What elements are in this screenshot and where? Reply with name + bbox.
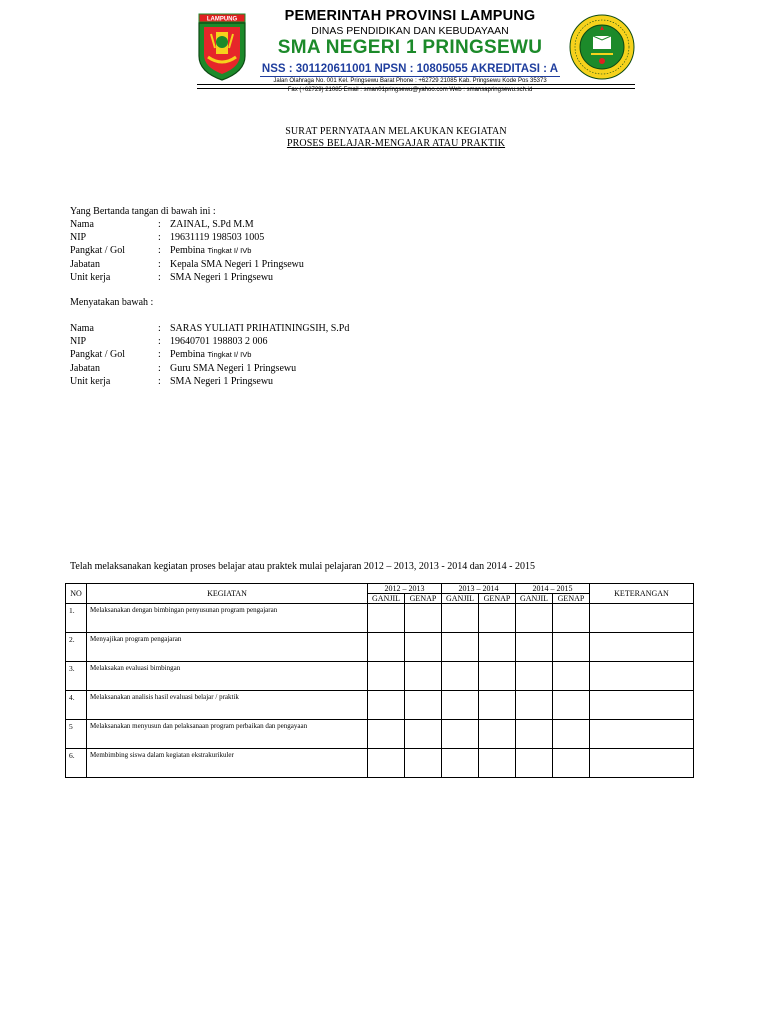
semester-cell xyxy=(553,662,590,691)
school-address: Jalan Olahraga No. 001 Kel. Pringsewu Barat Phone : +62729 21085 Kab. Pringsewu Kode Pos 35373 xyxy=(273,78,547,84)
signer-position: Kepala SMA Negeri 1 Pringsewu xyxy=(170,259,304,270)
header-even: GENAP xyxy=(479,594,516,604)
header-activity: KEGIATAN xyxy=(87,584,368,604)
semester-cell xyxy=(516,691,553,720)
semester-cell xyxy=(479,662,516,691)
notes-cell xyxy=(590,633,694,662)
header-no: NO xyxy=(66,584,87,604)
row-number: 5 xyxy=(66,720,87,749)
semester-cell xyxy=(553,691,590,720)
field-separator: : xyxy=(158,232,161,243)
school-seal-icon xyxy=(569,14,635,80)
row-number: 1. xyxy=(66,604,87,633)
field-separator: : xyxy=(158,349,161,360)
table-row xyxy=(66,604,694,633)
table-row xyxy=(66,749,694,778)
semester-cell xyxy=(479,633,516,662)
row-activity: Melaksakan evaluasi bimbingan xyxy=(87,662,368,691)
semester-cell xyxy=(368,749,405,778)
semester-cell xyxy=(405,662,442,691)
signer-unit: SMA Negeri 1 Pringsewu xyxy=(170,272,274,283)
semester-cell xyxy=(368,720,405,749)
subject-name: SARAS YULIATI PRIHATININGSIH, S.Pd xyxy=(170,323,350,334)
table-row xyxy=(66,633,694,662)
intro-text: Yang Bertanda tangan di bawah ini : xyxy=(70,206,216,217)
department-name: DINAS PENDIDIKAN DAN KEBUDAYAAN xyxy=(311,25,509,37)
field-label: Nama xyxy=(70,219,94,230)
row-number: 6. xyxy=(66,749,87,778)
field-separator: : xyxy=(158,363,161,374)
header-year-2012: 2012 – 2013 xyxy=(368,584,442,594)
notes-cell xyxy=(590,720,694,749)
semester-cell xyxy=(405,720,442,749)
semester-cell xyxy=(442,691,479,720)
semester-cell xyxy=(553,749,590,778)
field-separator: : xyxy=(158,376,161,387)
table-body xyxy=(66,604,694,778)
field-label: Pangkat / Gol xyxy=(70,245,125,256)
row-activity: Melaksanakan analisis hasil evaluasi belajar / praktik xyxy=(87,691,368,720)
semester-cell xyxy=(442,749,479,778)
subject-rank xyxy=(170,348,251,361)
row-activity: Melaksanakan dengan bimbingan penyusunan program pengajaran xyxy=(87,604,368,633)
subject-unit: SMA Negeri 1 Pringsewu xyxy=(170,376,274,387)
table-row xyxy=(66,720,694,749)
semester-cell xyxy=(442,604,479,633)
semester-cell xyxy=(405,604,442,633)
notes-cell xyxy=(590,604,694,633)
signer-nip: 19631119 198503 1005 xyxy=(170,232,265,243)
semester-cell xyxy=(553,720,590,749)
emblem-caption: LAMPUNG xyxy=(206,16,238,23)
semester-cell xyxy=(479,720,516,749)
semester-cell xyxy=(368,604,405,633)
field-separator: : xyxy=(158,245,161,256)
semester-cell xyxy=(479,691,516,720)
states-text: Menyatakan bawah : xyxy=(70,297,154,308)
field-label: NIP xyxy=(70,336,87,347)
school-name: SMA NEGERI 1 PRINGSEWU xyxy=(277,37,543,58)
semester-cell xyxy=(553,604,590,633)
document-title: SURAT PERNYATAAN MELAKUKAN KEGIATAN xyxy=(285,126,507,137)
header-year-2013: 2013 – 2014 xyxy=(442,584,516,594)
semester-cell xyxy=(368,662,405,691)
field-separator: : xyxy=(158,259,161,270)
semester-cell xyxy=(405,749,442,778)
field-separator: : xyxy=(158,336,161,347)
semester-cell xyxy=(553,633,590,662)
signer-rank xyxy=(170,244,251,257)
notes-cell xyxy=(590,749,694,778)
statement-text: Telah melaksanakan kegiatan proses belajar atau praktek mulai pelajaran 2012 – 2013, 2013 - 2014 dan 2014 - 2015 xyxy=(70,561,535,572)
field-label: NIP xyxy=(70,232,87,243)
field-label: Jabatan xyxy=(70,259,100,270)
header-even: GENAP xyxy=(553,594,590,604)
semester-cell xyxy=(516,604,553,633)
table-header-row xyxy=(66,584,694,594)
subject-nip: 19640701 198803 2 006 xyxy=(170,336,268,347)
semester-cell xyxy=(442,662,479,691)
header-year-2014: 2014 – 2015 xyxy=(516,584,590,594)
semester-cell xyxy=(405,691,442,720)
table-row xyxy=(66,691,694,720)
header-even: GENAP xyxy=(405,594,442,604)
semester-cell xyxy=(516,662,553,691)
row-number: 3. xyxy=(66,662,87,691)
letterhead-rule-thick xyxy=(197,84,635,85)
semester-cell xyxy=(368,633,405,662)
letterhead-rule-thin xyxy=(197,88,635,89)
semester-cell xyxy=(479,749,516,778)
semester-cell xyxy=(516,633,553,662)
field-label: Jabatan xyxy=(70,363,100,374)
notes-cell xyxy=(590,691,694,720)
semester-cell xyxy=(405,633,442,662)
province-name: PEMERINTAH PROVINSI LAMPUNG xyxy=(284,8,536,24)
semester-cell xyxy=(516,749,553,778)
lampung-emblem-icon xyxy=(195,12,249,82)
row-number: 4. xyxy=(66,691,87,720)
row-activity: Menyajikan program pengajaran xyxy=(87,633,368,662)
rank-name: Pembina xyxy=(170,349,205,360)
rank-grade: Tingkat I/ IVb xyxy=(207,350,252,359)
field-separator: : xyxy=(158,272,161,283)
semester-cell xyxy=(368,691,405,720)
field-label: Unit kerja xyxy=(70,272,111,283)
letterhead-text xyxy=(251,8,569,94)
field-separator: : xyxy=(158,219,161,230)
school-contact: Fax (+62729) 21085 Email : sman01pringsewu@yahoo.com Web : smansapringsewu.sch.id xyxy=(287,86,533,93)
signer-name: ZAINAL, S.Pd M.M xyxy=(170,219,254,230)
school-registration: NSS : 301120611001 NPSN : 10805055 AKREDITASI : A xyxy=(261,63,559,75)
subject-position: Guru SMA Negeri 1 Pringsewu xyxy=(170,363,297,374)
field-label: Nama xyxy=(70,323,94,334)
row-number: 2. xyxy=(66,633,87,662)
field-label: Unit kerja xyxy=(70,376,111,387)
semester-cell xyxy=(442,633,479,662)
rank-grade: Tingkat I/ IVb xyxy=(207,246,252,255)
row-activity: Membimbing siswa dalam kegiatan ekstrakurikuler xyxy=(87,749,368,778)
header-notes: KETERANGAN xyxy=(590,584,694,604)
header-odd: GANJIL xyxy=(442,594,479,604)
semester-cell xyxy=(516,720,553,749)
table-row xyxy=(66,662,694,691)
document-subtitle: PROSES BELAJAR-MENGAJAR ATAU PRAKTIK xyxy=(286,138,506,149)
field-label: Pangkat / Gol xyxy=(70,349,125,360)
row-activity: Melaksanakan menyusun dan pelaksanaan program perbaikan dan pengayaan xyxy=(87,720,368,749)
activity-table xyxy=(65,583,694,778)
notes-cell xyxy=(590,662,694,691)
field-separator: : xyxy=(158,323,161,334)
semester-cell xyxy=(442,720,479,749)
rank-name: Pembina xyxy=(170,245,205,256)
semester-cell xyxy=(479,604,516,633)
header-odd: GANJIL xyxy=(368,594,405,604)
header-odd: GANJIL xyxy=(516,594,553,604)
letterhead xyxy=(195,8,635,93)
